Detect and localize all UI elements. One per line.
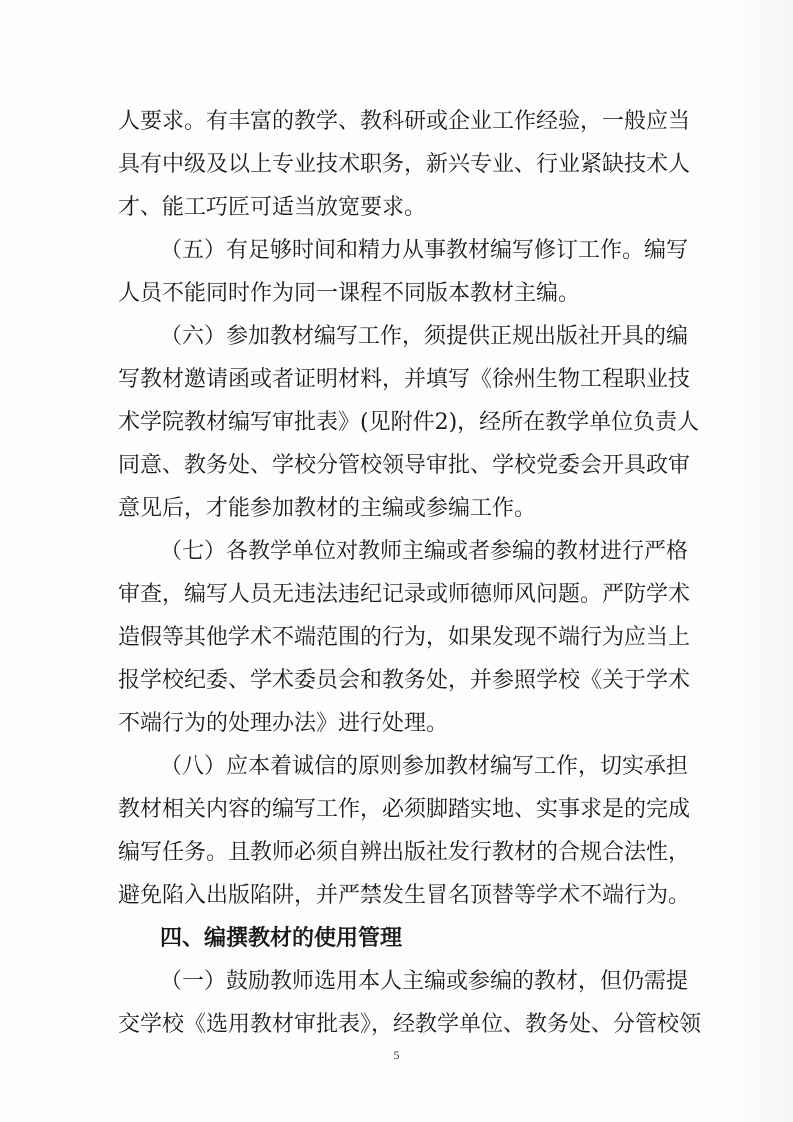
paragraph-line: 造假等其他学术不端范围的行为，如果发现不端行为应当上 [118,625,691,650]
paragraph-line: （八）应本着诚信的原则参加教材编写工作，切实承担 [160,754,689,779]
paragraph-line: 才、能工巧匠可适当放宽要求。 [118,195,427,220]
scan-bleed-shadow [733,0,793,1122]
paragraph-line: 意见后，才能参加教材的主编或参编工作。 [118,496,537,521]
section-heading: 四、编撰教材的使用管理 [160,926,403,951]
paragraph-line: 避免陷入出版陷阱，并严禁发生冒名顶替等学术不端行为。 [118,883,691,908]
paragraph-line: （六）参加教材编写工作，须提供正规出版社开具的编 [160,324,689,349]
paragraph-line: 同意、教务处、学校分管校领导审批、学校党委会开具政审 [118,453,691,478]
paragraph-line: 报学校纪委、学术委员会和教务处，并参照学校《关于学术 [118,668,691,693]
page-number: 5 [393,1048,400,1062]
paragraph-line: （七）各教学单位对教师主编或者参编的教材进行严格 [160,539,689,564]
paragraph-line: 编写任务。且教师必须自辨出版社发行教材的合规合法性， [118,840,691,865]
paragraph-line: 不端行为的处理办法》进行处理。 [118,711,449,736]
paragraph-line: （五）有足够时间和精力从事教材编写修订工作。编写 [160,238,689,263]
paragraph-line: 交学校《选用教材审批表》，经教学单位、教务处、分管校领 [118,1012,702,1037]
paragraph-line: 教材相关内容的编写工作，必须脚踏实地、实事求是的完成 [118,797,691,822]
paragraph-line: 术学院教材编写审批表》(见附件2)，经所在教学单位负责人 [118,410,700,435]
paragraph-line: 具有中级及以上专业技术职务，新兴专业、行业紧缺技术人 [118,152,691,177]
paragraph-line: （一）鼓励教师选用本人主编或参编的教材，但仍需提 [160,969,689,994]
paragraph-line: 写教材邀请函或者证明材料，并填写《徐州生物工程职业技 [118,367,691,392]
paragraph-line: 人要求。有丰富的教学、教科研或企业工作经验，一般应当 [118,109,691,134]
paragraph-line: 审查，编写人员无违法违纪记录或师德师风问题。严防学术 [118,582,691,607]
paragraph-line: 人员不能同时作为同一课程不同版本教材主编。 [118,281,581,306]
